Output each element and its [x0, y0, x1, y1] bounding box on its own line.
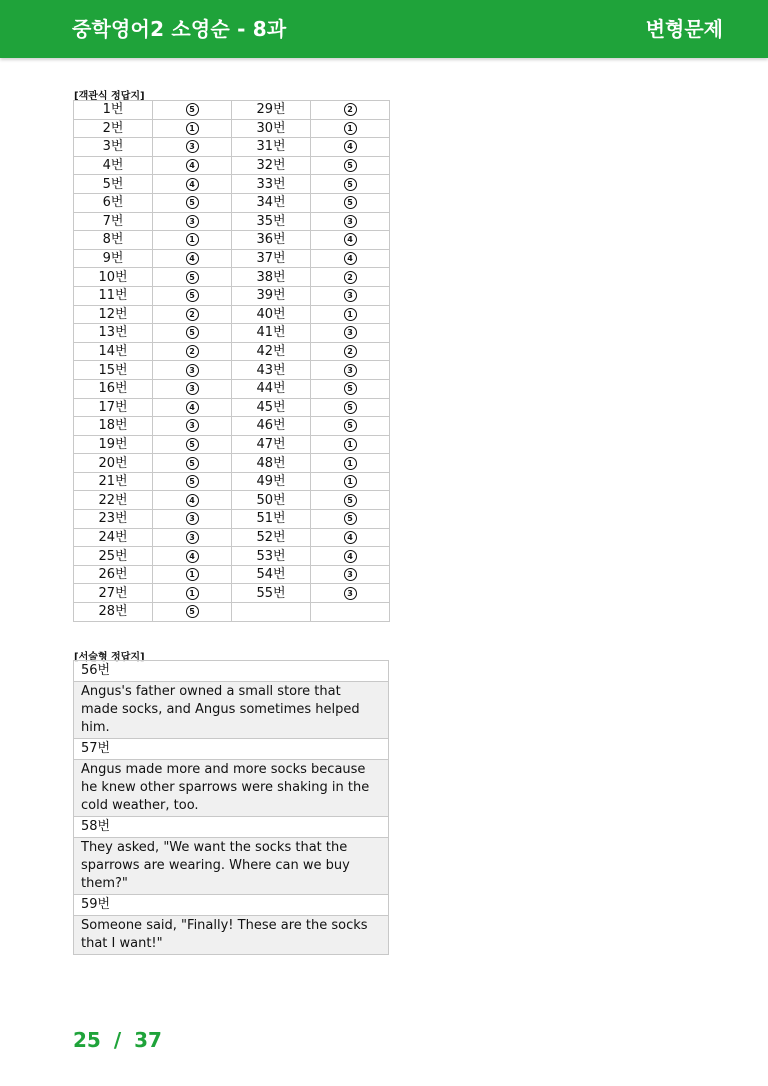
table-cell — [311, 119, 390, 138]
table-cell — [232, 175, 311, 194]
table-cell — [232, 249, 311, 268]
table-row — [74, 324, 390, 343]
table-cell — [232, 101, 311, 120]
answer-choice: 4 — [344, 550, 357, 563]
question-number: 47번 — [256, 436, 286, 452]
question-number: 3번 — [102, 139, 124, 155]
table-row — [74, 212, 390, 231]
table-cell — [153, 361, 232, 380]
table-cell — [74, 286, 153, 305]
table-cell — [74, 305, 153, 324]
question-number: 6번 — [102, 195, 124, 211]
question-number: 36번 — [256, 232, 286, 248]
table-cell — [74, 342, 153, 361]
essay-question-row — [74, 817, 389, 838]
question-number: 46번 — [256, 418, 286, 434]
table-cell — [74, 212, 153, 231]
table-cell — [74, 435, 153, 454]
question-number: 15번 — [98, 362, 128, 378]
answer-choice: 3 — [186, 531, 199, 544]
answer-choice: 5 — [186, 326, 199, 339]
answer-choice: 5 — [186, 289, 199, 302]
question-number: 31번 — [256, 139, 286, 155]
question-number: 11번 — [98, 288, 128, 304]
question-number: 7번 — [102, 213, 124, 229]
table-cell — [311, 212, 390, 231]
essay-question-number: 57번 — [74, 739, 389, 760]
document-type: 변형문제 — [645, 17, 723, 41]
table-cell — [153, 398, 232, 417]
table-cell — [153, 138, 232, 157]
table-cell — [311, 565, 390, 584]
table-row — [74, 565, 390, 584]
table-cell — [232, 138, 311, 157]
question-number: 25번 — [98, 548, 128, 564]
question-number: 2번 — [102, 120, 124, 136]
table-cell — [311, 491, 390, 510]
table-cell — [232, 472, 311, 491]
question-number: 49번 — [256, 474, 286, 490]
table-cell — [153, 547, 232, 566]
answer-choice: 3 — [344, 326, 357, 339]
answer-choice: 5 — [344, 401, 357, 414]
answer-choice: 1 — [344, 308, 357, 321]
table-row — [74, 138, 390, 157]
table-cell — [232, 286, 311, 305]
answer-choice: 4 — [186, 550, 199, 563]
table-cell — [232, 510, 311, 529]
essay-answer-table — [73, 660, 389, 955]
table-cell — [311, 361, 390, 380]
table-cell — [232, 156, 311, 175]
table-cell — [311, 435, 390, 454]
question-number: 41번 — [256, 325, 286, 341]
question-number: 12번 — [98, 306, 128, 322]
table-cell — [311, 603, 390, 622]
question-number: 53번 — [256, 548, 286, 564]
table-row — [74, 472, 390, 491]
essay-question-row — [74, 739, 389, 760]
page-current: 25 — [73, 1028, 101, 1052]
answer-choice: 5 — [186, 438, 199, 451]
table-cell — [74, 268, 153, 287]
table-cell — [153, 268, 232, 287]
table-cell — [74, 119, 153, 138]
question-number: 43번 — [256, 362, 286, 378]
answer-choice: 2 — [344, 345, 357, 358]
table-cell — [153, 156, 232, 175]
essay-answer-row — [74, 838, 389, 895]
question-number: 33번 — [256, 176, 286, 192]
question-number: 52번 — [256, 529, 286, 545]
answer-choice: 5 — [344, 196, 357, 209]
answer-choice: 4 — [186, 494, 199, 507]
answer-choice: 1 — [344, 457, 357, 470]
answer-choice: 2 — [186, 308, 199, 321]
table-cell — [74, 193, 153, 212]
essay-section-label: [서술형 정답지] — [74, 652, 145, 663]
answer-choice: 4 — [186, 401, 199, 414]
question-number: 20번 — [98, 455, 128, 471]
table-cell — [232, 454, 311, 473]
answer-choice: 5 — [344, 178, 357, 191]
table-row — [74, 249, 390, 268]
question-number: 19번 — [98, 436, 128, 452]
question-number: 54번 — [256, 567, 286, 583]
answer-choice: 3 — [186, 140, 199, 153]
table-row — [74, 361, 390, 380]
essay-answer-row — [74, 682, 389, 739]
table-cell — [74, 361, 153, 380]
question-number: 44번 — [256, 381, 286, 397]
table-cell — [232, 603, 311, 622]
question-number: 9번 — [102, 251, 124, 267]
answer-choice: 5 — [344, 382, 357, 395]
table-cell — [153, 417, 232, 436]
table-cell — [153, 584, 232, 603]
table-cell — [153, 231, 232, 250]
table-cell — [74, 231, 153, 250]
table-cell — [232, 361, 311, 380]
question-number: 23번 — [98, 511, 128, 527]
table-cell — [232, 417, 311, 436]
table-cell — [311, 584, 390, 603]
table-cell — [153, 491, 232, 510]
question-number: 13번 — [98, 325, 128, 341]
question-number: 40번 — [256, 306, 286, 322]
answer-choice: 1 — [186, 233, 199, 246]
essay-question-row — [74, 895, 389, 916]
table-cell — [311, 249, 390, 268]
answer-choice: 3 — [344, 215, 357, 228]
table-cell — [232, 547, 311, 566]
table-cell — [311, 175, 390, 194]
table-cell — [74, 584, 153, 603]
essay-question-number: 59번 — [74, 895, 389, 916]
essay-answer-row — [74, 760, 389, 817]
table-cell — [311, 417, 390, 436]
table-cell — [74, 565, 153, 584]
table-cell — [232, 324, 311, 343]
question-number: 27번 — [98, 585, 128, 601]
table-row — [74, 491, 390, 510]
table-cell — [232, 379, 311, 398]
answer-choice: 3 — [186, 382, 199, 395]
question-number: 17번 — [98, 399, 128, 415]
table-cell — [153, 435, 232, 454]
page-separator: / — [113, 1028, 122, 1052]
essay-answer-text: Angus made more and more socks because he knew other sparrows were shaking in the cold weather, too. — [74, 760, 389, 817]
table-cell — [153, 175, 232, 194]
answer-choice: 5 — [344, 512, 357, 525]
answer-choice: 5 — [186, 103, 199, 116]
answer-choice: 4 — [344, 140, 357, 153]
question-number: 32번 — [256, 158, 286, 174]
question-number: 4번 — [102, 158, 124, 174]
answer-choice: 1 — [344, 122, 357, 135]
table-cell — [74, 249, 153, 268]
table-cell — [311, 379, 390, 398]
question-number: 16번 — [98, 381, 128, 397]
table-row — [74, 268, 390, 287]
question-number: 1번 — [102, 102, 124, 118]
table-row — [74, 417, 390, 436]
answer-choice: 3 — [344, 364, 357, 377]
answer-choice: 5 — [344, 159, 357, 172]
question-number: 21번 — [98, 474, 128, 490]
question-number: 5번 — [102, 176, 124, 192]
question-number: 51번 — [256, 511, 286, 527]
table-cell — [74, 491, 153, 510]
table-cell — [74, 472, 153, 491]
table-cell — [311, 398, 390, 417]
question-number: 38번 — [256, 269, 286, 285]
table-row — [74, 342, 390, 361]
table-cell — [74, 101, 153, 120]
table-cell — [311, 472, 390, 491]
table-cell — [153, 324, 232, 343]
answer-choice: 4 — [344, 252, 357, 265]
table-row — [74, 603, 390, 622]
table-row — [74, 454, 390, 473]
page-number — [73, 1028, 162, 1052]
table-cell — [153, 510, 232, 529]
objective-answer-table — [73, 100, 390, 622]
answer-choice: 5 — [186, 475, 199, 488]
table-cell — [232, 231, 311, 250]
table-cell — [311, 454, 390, 473]
table-cell — [74, 454, 153, 473]
answer-choice: 1 — [344, 438, 357, 451]
table-row — [74, 510, 390, 529]
table-cell — [311, 101, 390, 120]
table-cell — [153, 212, 232, 231]
page-total: 37 — [134, 1028, 162, 1052]
answer-choice: 1 — [186, 568, 199, 581]
answer-choice: 5 — [186, 457, 199, 470]
answer-choice: 3 — [186, 215, 199, 228]
table-cell — [311, 528, 390, 547]
table-row — [74, 305, 390, 324]
table-cell — [74, 138, 153, 157]
question-number: 50번 — [256, 492, 286, 508]
table-row — [74, 156, 390, 175]
table-cell — [153, 603, 232, 622]
question-number: 10번 — [98, 269, 128, 285]
table-cell — [311, 193, 390, 212]
question-number: 28번 — [98, 604, 128, 620]
table-row — [74, 175, 390, 194]
answer-choice: 5 — [186, 271, 199, 284]
question-number: 30번 — [256, 120, 286, 136]
table-cell — [232, 491, 311, 510]
question-number: 26번 — [98, 567, 128, 583]
table-cell — [74, 175, 153, 194]
table-cell — [153, 249, 232, 268]
table-cell — [74, 156, 153, 175]
essay-answer-text: Angus's father owned a small store that made socks, and Angus sometimes helped him. — [74, 682, 389, 739]
answer-choice: 2 — [186, 345, 199, 358]
answer-choice: 2 — [344, 271, 357, 284]
table-cell — [311, 286, 390, 305]
question-number: 34번 — [256, 195, 286, 211]
table-row — [74, 435, 390, 454]
table-row — [74, 547, 390, 566]
table-row — [74, 231, 390, 250]
table-cell — [74, 547, 153, 566]
essay-answer-row — [74, 916, 389, 955]
table-cell — [311, 547, 390, 566]
table-cell — [232, 268, 311, 287]
table-row — [74, 528, 390, 547]
table-cell — [74, 528, 153, 547]
answer-choice: 3 — [344, 289, 357, 302]
table-cell — [74, 379, 153, 398]
table-cell — [153, 379, 232, 398]
question-number: 39번 — [256, 288, 286, 304]
table-cell — [311, 342, 390, 361]
table-row — [74, 193, 390, 212]
table-row — [74, 286, 390, 305]
answer-choice: 4 — [344, 531, 357, 544]
table-cell — [232, 193, 311, 212]
answer-choice: 5 — [344, 494, 357, 507]
table-cell — [311, 324, 390, 343]
question-number: 37번 — [256, 251, 286, 267]
table-cell — [311, 305, 390, 324]
answer-choice: 3 — [344, 568, 357, 581]
question-number: 8번 — [102, 232, 124, 248]
objective-section-label: [객관식 정답지] — [74, 91, 145, 102]
table-cell — [74, 398, 153, 417]
question-number: 35번 — [256, 213, 286, 229]
table-cell — [153, 472, 232, 491]
table-row — [74, 379, 390, 398]
table-cell — [153, 101, 232, 120]
answer-choice: 4 — [344, 233, 357, 246]
essay-question-row — [74, 661, 389, 682]
table-cell — [232, 342, 311, 361]
question-number: 45번 — [256, 399, 286, 415]
table-cell — [74, 510, 153, 529]
question-number: 22번 — [98, 492, 128, 508]
question-number: 42번 — [256, 344, 286, 360]
answer-choice: 4 — [186, 178, 199, 191]
answer-choice: 1 — [186, 587, 199, 600]
table-cell — [153, 286, 232, 305]
table-cell — [74, 324, 153, 343]
answer-choice: 5 — [186, 605, 199, 618]
table-cell — [153, 193, 232, 212]
question-number: 24번 — [98, 529, 128, 545]
table-cell — [232, 435, 311, 454]
table-cell — [311, 138, 390, 157]
table-cell — [153, 565, 232, 584]
answer-choice: 3 — [186, 512, 199, 525]
table-cell — [74, 417, 153, 436]
table-row — [74, 119, 390, 138]
essay-answer-text: Someone said, "Finally! These are the socks that I want!" — [74, 916, 389, 955]
table-cell — [232, 212, 311, 231]
table-cell — [232, 528, 311, 547]
table-cell — [74, 603, 153, 622]
table-cell — [232, 584, 311, 603]
table-row — [74, 101, 390, 120]
table-cell — [311, 231, 390, 250]
document-title: 중학영어2 소영순 - 8과 — [72, 17, 287, 41]
answer-choice: 5 — [344, 419, 357, 432]
answer-choice: 3 — [186, 419, 199, 432]
table-row — [74, 584, 390, 603]
question-number: 18번 — [98, 418, 128, 434]
answer-choice: 4 — [186, 159, 199, 172]
table-cell — [232, 398, 311, 417]
answer-choice: 1 — [344, 475, 357, 488]
answer-choice: 3 — [344, 587, 357, 600]
question-number: 48번 — [256, 455, 286, 471]
table-cell — [311, 268, 390, 287]
answer-choice: 3 — [186, 364, 199, 377]
table-cell — [311, 510, 390, 529]
answer-choice: 5 — [186, 196, 199, 209]
table-cell — [153, 528, 232, 547]
answer-choice: 1 — [186, 122, 199, 135]
table-cell — [232, 119, 311, 138]
question-number: 14번 — [98, 344, 128, 360]
question-number: 55번 — [256, 585, 286, 601]
header-bar — [0, 0, 768, 58]
essay-question-number: 58번 — [74, 817, 389, 838]
table-cell — [153, 305, 232, 324]
table-cell — [311, 156, 390, 175]
question-number: 29번 — [256, 102, 286, 118]
table-cell — [153, 119, 232, 138]
table-cell — [232, 565, 311, 584]
table-cell — [153, 454, 232, 473]
essay-question-number: 56번 — [74, 661, 389, 682]
table-cell — [232, 305, 311, 324]
essay-answer-text: They asked, "We want the socks that the sparrows are wearing. Where can we buy them?" — [74, 838, 389, 895]
table-cell — [153, 342, 232, 361]
table-row — [74, 398, 390, 417]
answer-choice: 4 — [186, 252, 199, 265]
answer-choice: 2 — [344, 103, 357, 116]
